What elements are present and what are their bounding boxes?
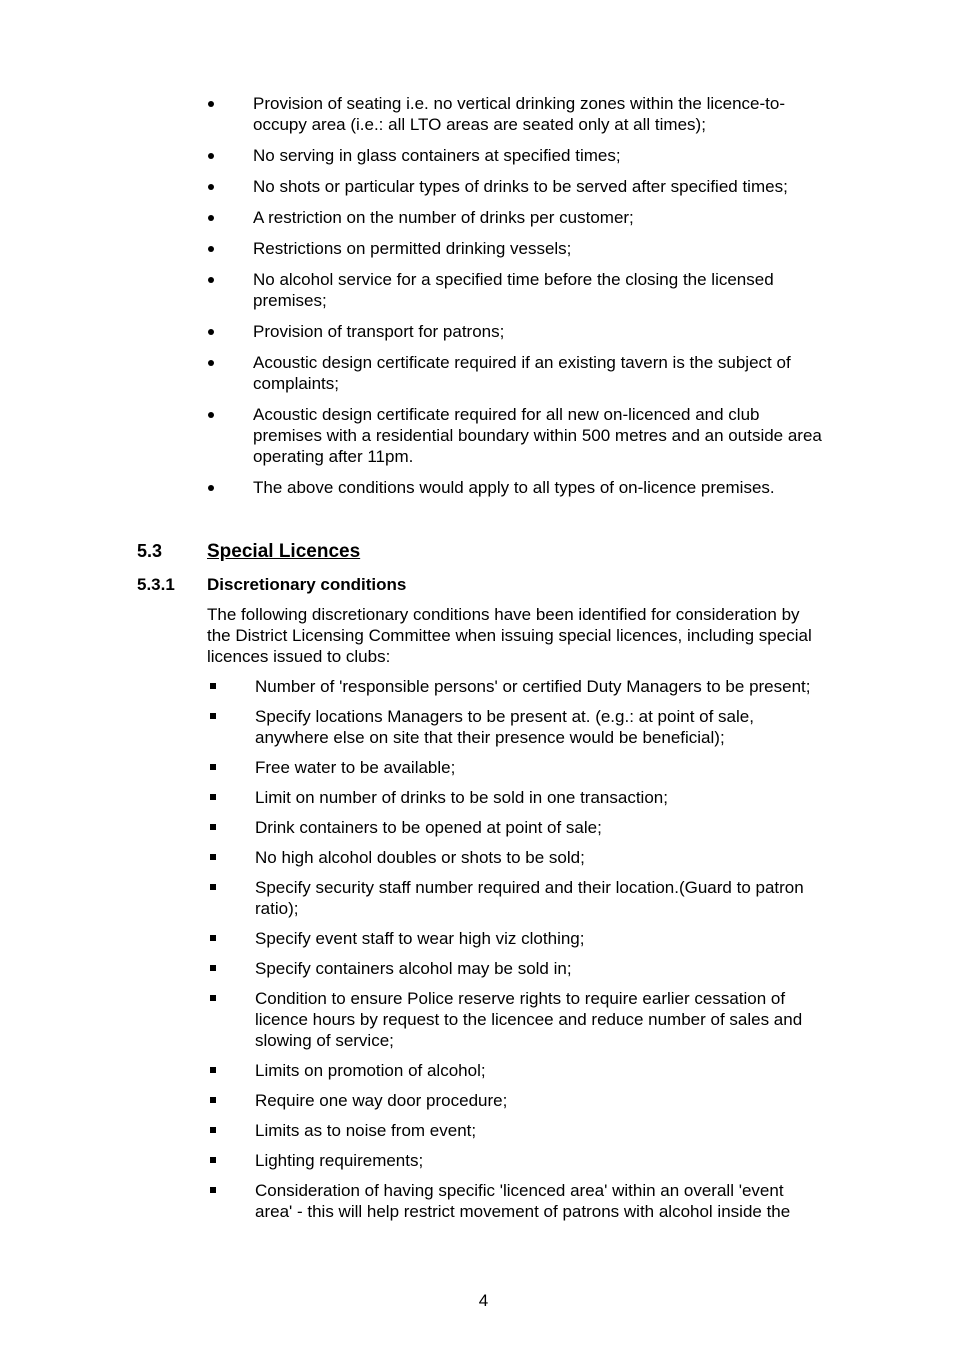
- subsection-number: 5.3.1: [137, 575, 175, 594]
- bullet-square-icon: [210, 764, 216, 770]
- list-item-text: No shots or particular types of drinks to be served after specified times;: [253, 177, 788, 196]
- list-item: [0, 321, 823, 342]
- bullet-dot-icon: [208, 215, 214, 221]
- bullet-square-icon: [210, 1097, 216, 1103]
- list-item: [0, 145, 823, 166]
- bullet-dot-icon: [208, 153, 214, 159]
- list-item: [0, 404, 823, 467]
- list-item-text: Limits on promotion of alcohol;: [255, 1061, 486, 1080]
- list-item-text: Drink containers to be opened at point of sale;: [255, 818, 602, 837]
- list-item-text: Require one way door procedure;: [255, 1091, 508, 1110]
- bullet-dot-icon: [208, 329, 214, 335]
- list-item: [0, 847, 823, 868]
- list-item: [0, 1060, 823, 1081]
- list-item: [0, 706, 823, 748]
- list-item-text: A restriction on the number of drinks per customer;: [253, 208, 634, 227]
- list-item: [0, 269, 823, 311]
- bullet-square-icon: [210, 1127, 216, 1133]
- list-item-text: No high alcohol doubles or shots to be sold;: [255, 848, 585, 867]
- section-title: Special Licences: [207, 541, 361, 562]
- bullet-square-icon: [210, 935, 216, 941]
- bullet-square-icon: [210, 1067, 216, 1073]
- list-item: [0, 1090, 823, 1111]
- list-item-text: Specify locations Managers to be present at. (e.g.: at point of sale, anywhere else on site that their presence would be beneficial);: [255, 707, 754, 747]
- list-item-text: No alcohol service for a specified time before the closing the licensed premises;: [253, 270, 774, 310]
- bullet-square-icon: [210, 965, 216, 971]
- list-item: [0, 817, 823, 838]
- list-item-text: Acoustic design certificate required for all new on-licenced and club premises with a residential boundary within 500 metres and an outside area operating after 11pm.: [253, 405, 822, 466]
- list-item-text: Provision of seating i.e. no vertical drinking zones within the licence-to-occupy area (i.e.: all LTO areas are seated only at all times);: [253, 94, 785, 134]
- list-item-text: Condition to ensure Police reserve rights to require earlier cessation of licence hours by request to the licencee and reduce number of sales and slowing of service;: [255, 989, 803, 1050]
- list-item: [0, 787, 823, 808]
- list-item-text: Consideration of having specific 'licenced area' within an overall 'event area' - this will help restrict movement of patrons with alcohol inside the: [255, 1181, 791, 1221]
- bullet-square-icon: [210, 683, 216, 689]
- list-item: [0, 176, 823, 197]
- bullet-square-icon: [210, 794, 216, 800]
- list-item-text: Limit on number of drinks to be sold in one transaction;: [255, 788, 668, 807]
- subsection-title: Discretionary conditions: [207, 575, 407, 594]
- discretionary-conditions-list: [0, 676, 967, 1231]
- list-item: [0, 958, 823, 979]
- bullet-square-icon: [210, 884, 216, 890]
- bullet-square-icon: [210, 1157, 216, 1163]
- list-item: [0, 1120, 823, 1141]
- bullet-dot-icon: [208, 360, 214, 366]
- list-item: [0, 676, 823, 697]
- list-item: [0, 1180, 823, 1222]
- list-item-text: Acoustic design certificate required if an existing tavern is the subject of complaints;: [253, 353, 791, 393]
- bullet-dot-icon: [208, 277, 214, 283]
- list-item-text: Number of 'responsible persons' or certified Duty Managers to be present;: [255, 677, 811, 696]
- bullet-square-icon: [210, 854, 216, 860]
- list-item: [0, 352, 823, 394]
- list-item: [0, 928, 823, 949]
- list-item-text: Limits as to noise from event;: [255, 1121, 477, 1140]
- list-item-text: Restrictions on permitted drinking vessels;: [253, 239, 572, 258]
- list-item-text: Free water to be available;: [255, 758, 456, 777]
- list-item-text: Specify event staff to wear high viz clothing;: [255, 929, 585, 948]
- list-item: [0, 207, 823, 228]
- conditions-bullet-list: [0, 93, 967, 508]
- list-item: [0, 477, 823, 498]
- list-item-text: Provision of transport for patrons;: [253, 322, 505, 341]
- bullet-dot-icon: [208, 485, 214, 491]
- list-item: [0, 757, 823, 778]
- bullet-square-icon: [210, 1187, 216, 1193]
- bullet-square-icon: [210, 995, 216, 1001]
- bullet-square-icon: [210, 824, 216, 830]
- bullet-dot-icon: [208, 246, 214, 252]
- list-item-text: Lighting requirements;: [255, 1151, 424, 1170]
- list-item-text: Specify containers alcohol may be sold in;: [255, 959, 572, 978]
- subsection-intro: The following discretionary conditions have been identified for consideration by the District Licensing Committee when issuing special licences, including special licences issued to clubs:: [207, 605, 812, 666]
- page-number: 4: [478, 1291, 489, 1310]
- list-item-text: The above conditions would apply to all types of on-licence premises.: [253, 478, 775, 497]
- list-item-text: Specify security staff number required and their location.(Guard to patron ratio);: [255, 878, 804, 918]
- bullet-dot-icon: [208, 101, 214, 107]
- bullet-dot-icon: [208, 412, 214, 418]
- bullet-square-icon: [210, 713, 216, 719]
- bullet-dot-icon: [208, 184, 214, 190]
- list-item-text: No serving in glass containers at specified times;: [253, 146, 621, 165]
- list-item: [0, 238, 823, 259]
- list-item: [0, 1150, 823, 1171]
- list-item: [0, 93, 823, 135]
- list-item: [0, 877, 823, 919]
- section-number: 5.3: [137, 541, 163, 561]
- list-item: [0, 988, 823, 1051]
